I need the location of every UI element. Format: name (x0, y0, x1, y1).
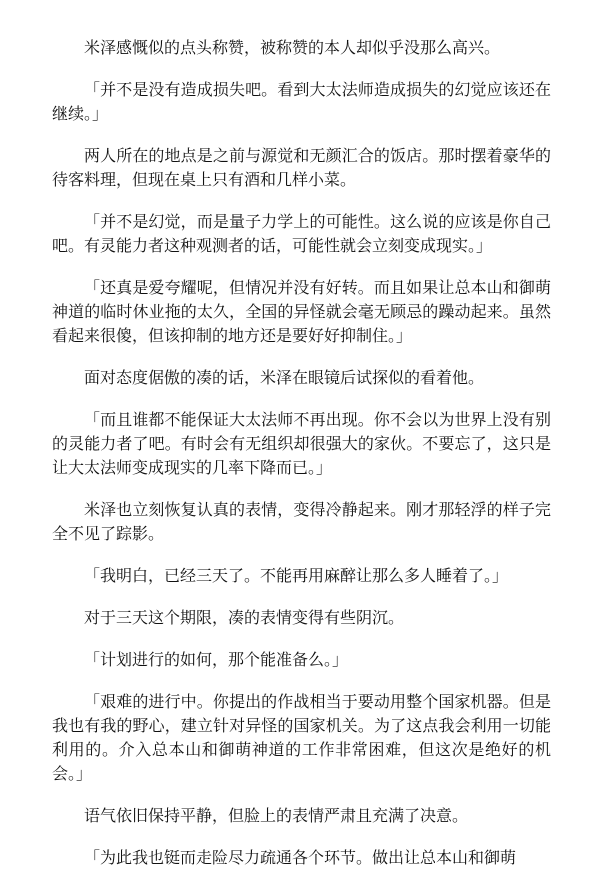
paragraph: 「我明白，已经三天了。不能再用麻醉让那么多人睡着了。」 (84, 566, 509, 585)
paragraph: 语气依旧保持平静，但脸上的表情严肃且充满了决意。 (84, 806, 469, 825)
paragraph: 「还真是爱夸耀呢，但情况并没有好转。而且如果让总本山和御萌神道的临时休业拖的太久，全国的异怪就会毫无顾忌的躁动起来。虽然看起来很傻，但该抑制的地方还是要好好抑制住。」 (52, 278, 551, 345)
paragraph: 「艰难的进行中。你提出的作战相当于要动用整个国家机器。但是我也有我的野心，建立针对异怪的国家机关。为了这点我会利用一切能利用的。介入总本山和御萌神道的工作非常困难，但这次是绝好的机会。」 (52, 692, 551, 783)
paragraph: 两人所在的地点是之前与源觉和无颜汇合的饭店。那时摆着豪华的待客料理，但现在桌上只有酒和几样小菜。 (52, 146, 551, 189)
paragraph: 面对态度倨傲的凑的话，米泽在眼镜后试探似的看着他。 (84, 368, 485, 387)
paragraph: 「计划进行的如何，那个能准备么。」 (84, 650, 349, 669)
paragraph: 「并不是幻觉，而是量子力学上的可能性。这么说的应该是你自己吧。有灵能力者这种观测者的话，可能性就会立刻变成现实。」 (52, 212, 551, 255)
paragraph: 对于三天这个期限，凑的表情变得有些阴沉。 (84, 608, 405, 627)
paragraph: 「并不是没有造成损失吧。看到大太法师造成损失的幻觉应该还在继续。」 (52, 80, 551, 123)
paragraph: 「而且谁都不能保证大太法师不再出现。你不会以为世界上没有别的灵能力者了吧。有时会有无组织却很强大的家伙。不要忘了，这只是让大太法师变成现实的几率下降而已。」 (52, 410, 551, 477)
paragraph: 米泽感慨似的点头称赞，被称赞的本人却似乎没那么高兴。 (84, 38, 501, 57)
paragraph: 「为此我也铤而走险尽力疏通各个环节。做出让总本山和御萌 (84, 848, 517, 867)
paragraph: 米泽也立刻恢复认真的表情，变得冷静起来。刚才那轻浮的样子完全不见了踪影。 (52, 500, 551, 543)
